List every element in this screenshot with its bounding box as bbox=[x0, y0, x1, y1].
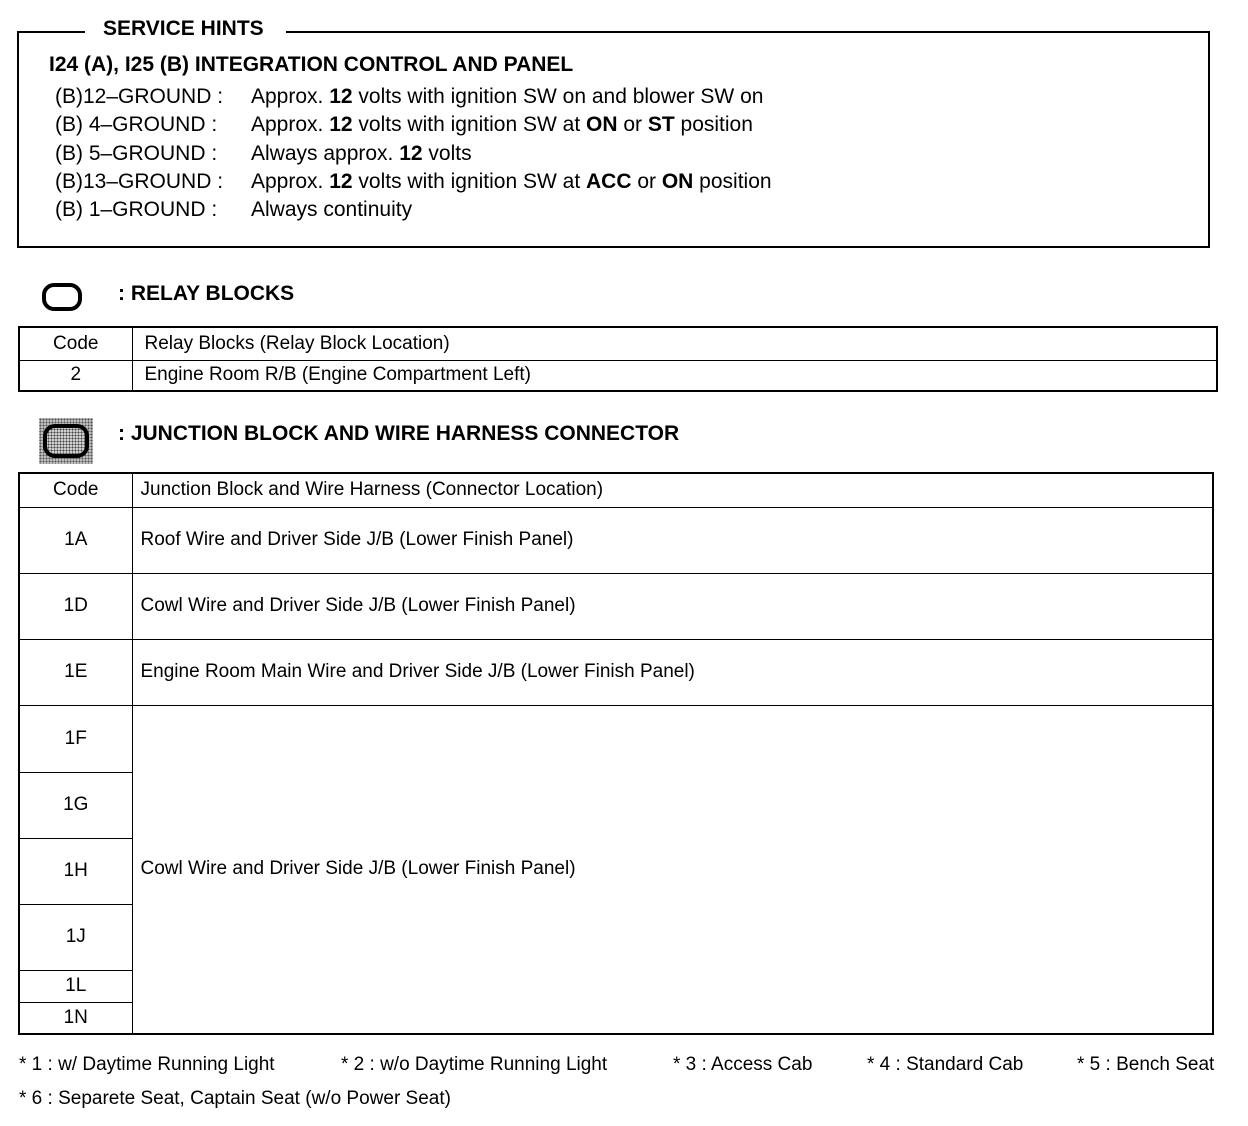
hint-text: Approx. bbox=[251, 170, 330, 193]
hint-term: (B) 5–GROUND : bbox=[55, 142, 218, 165]
description-cell: Cowl Wire and Driver Side J/B (Lower Finish Panel) bbox=[132, 705, 1213, 1034]
relay-blocks-table bbox=[18, 326, 1218, 392]
hint-text: volts with ignition SW on and blower SW on bbox=[352, 85, 764, 108]
hint-bold: 12 bbox=[329, 170, 353, 193]
code-cell: 1E bbox=[19, 639, 132, 705]
table-row bbox=[19, 573, 1213, 639]
code-cell: 1J bbox=[19, 904, 132, 970]
hint-text: position bbox=[693, 170, 772, 193]
hint-bold: 12 bbox=[329, 85, 353, 108]
table-row bbox=[19, 705, 1213, 772]
description-cell: Engine Room R/B (Engine Compartment Left) bbox=[132, 360, 1217, 391]
code-cell: 1D bbox=[19, 573, 132, 639]
hint-row bbox=[55, 140, 472, 168]
hint-text: volts bbox=[422, 142, 472, 165]
code-cell: 1A bbox=[19, 507, 132, 573]
table-row bbox=[19, 639, 1213, 705]
service-hints-title: SERVICE HINTS bbox=[85, 14, 286, 44]
hint-term: (B) 1–GROUND : bbox=[55, 198, 218, 221]
hint-bold: ON bbox=[661, 170, 694, 193]
code-cell: 1G bbox=[19, 772, 132, 838]
description-cell: Cowl Wire and Driver Side J/B (Lower Finish Panel) bbox=[132, 573, 1213, 639]
junction-block-title: : JUNCTION BLOCK AND WIRE HARNESS CONNECTOR bbox=[118, 422, 680, 445]
hint-text: volts with ignition SW at bbox=[352, 170, 586, 193]
hint-term: (B)12–GROUND : bbox=[55, 85, 224, 108]
hint-text: Approx. bbox=[251, 113, 330, 136]
table-header-row bbox=[19, 327, 1217, 360]
header-description: Junction Block and Wire Harness (Connector Location) bbox=[132, 473, 1213, 507]
description-cell: Roof Wire and Driver Side J/B (Lower Finish Panel) bbox=[132, 507, 1213, 573]
hint-row bbox=[55, 83, 763, 111]
code-cell: 1H bbox=[19, 838, 132, 904]
hint-row bbox=[55, 196, 412, 224]
table-row bbox=[19, 360, 1217, 391]
hint-term: (B) 4–GROUND : bbox=[55, 113, 218, 136]
table-header-row bbox=[19, 473, 1213, 507]
relay-block-symbol-icon bbox=[42, 283, 82, 311]
footnote-5: * 5 : Bench Seat bbox=[1077, 1054, 1215, 1075]
hint-text: or bbox=[617, 113, 648, 136]
relay-blocks-title: : RELAY BLOCKS bbox=[118, 282, 295, 305]
hint-bold: 12 bbox=[329, 113, 353, 136]
footnote-4: * 4 : Standard Cab bbox=[867, 1054, 1024, 1075]
service-hints-heading: I24 (A), I25 (B) INTEGRATION CONTROL AND PANEL bbox=[49, 53, 574, 76]
hint-bold: 12 bbox=[399, 142, 423, 165]
hint-text: Always continuity bbox=[251, 198, 413, 221]
hint-bold: ACC bbox=[586, 170, 632, 193]
code-cell: 1N bbox=[19, 1002, 132, 1034]
footnote-6: * 6 : Separete Seat, Captain Seat (w/o Power Seat) bbox=[19, 1088, 451, 1109]
hint-bold: ST bbox=[647, 113, 675, 136]
table-row bbox=[19, 507, 1213, 573]
hint-row bbox=[55, 168, 772, 196]
hint-text: Approx. bbox=[251, 85, 330, 108]
junction-block-table bbox=[18, 472, 1214, 1035]
header-code: Code bbox=[19, 473, 132, 507]
footnote-1: * 1 : w/ Daytime Running Light bbox=[19, 1054, 275, 1075]
footnote-2: * 2 : w/o Daytime Running Light bbox=[341, 1054, 608, 1075]
hint-bold: ON bbox=[586, 113, 618, 136]
description-cell: Engine Room Main Wire and Driver Side J/B (Lower Finish Panel) bbox=[132, 639, 1213, 705]
code-cell: 1L bbox=[19, 970, 132, 1002]
hint-row bbox=[55, 111, 753, 139]
junction-block-symbol-icon bbox=[43, 424, 89, 458]
header-description: Relay Blocks (Relay Block Location) bbox=[132, 327, 1217, 360]
hint-text: Always approx. bbox=[251, 142, 400, 165]
hint-text: or bbox=[631, 170, 662, 193]
code-cell: 1F bbox=[19, 705, 132, 772]
hint-text: volts with ignition SW at bbox=[352, 113, 586, 136]
code-cell: 2 bbox=[19, 360, 132, 391]
hint-text: position bbox=[674, 113, 753, 136]
hint-term: (B)13–GROUND : bbox=[55, 170, 224, 193]
header-code: Code bbox=[19, 327, 132, 360]
footnote-3: * 3 : Access Cab bbox=[673, 1054, 813, 1075]
